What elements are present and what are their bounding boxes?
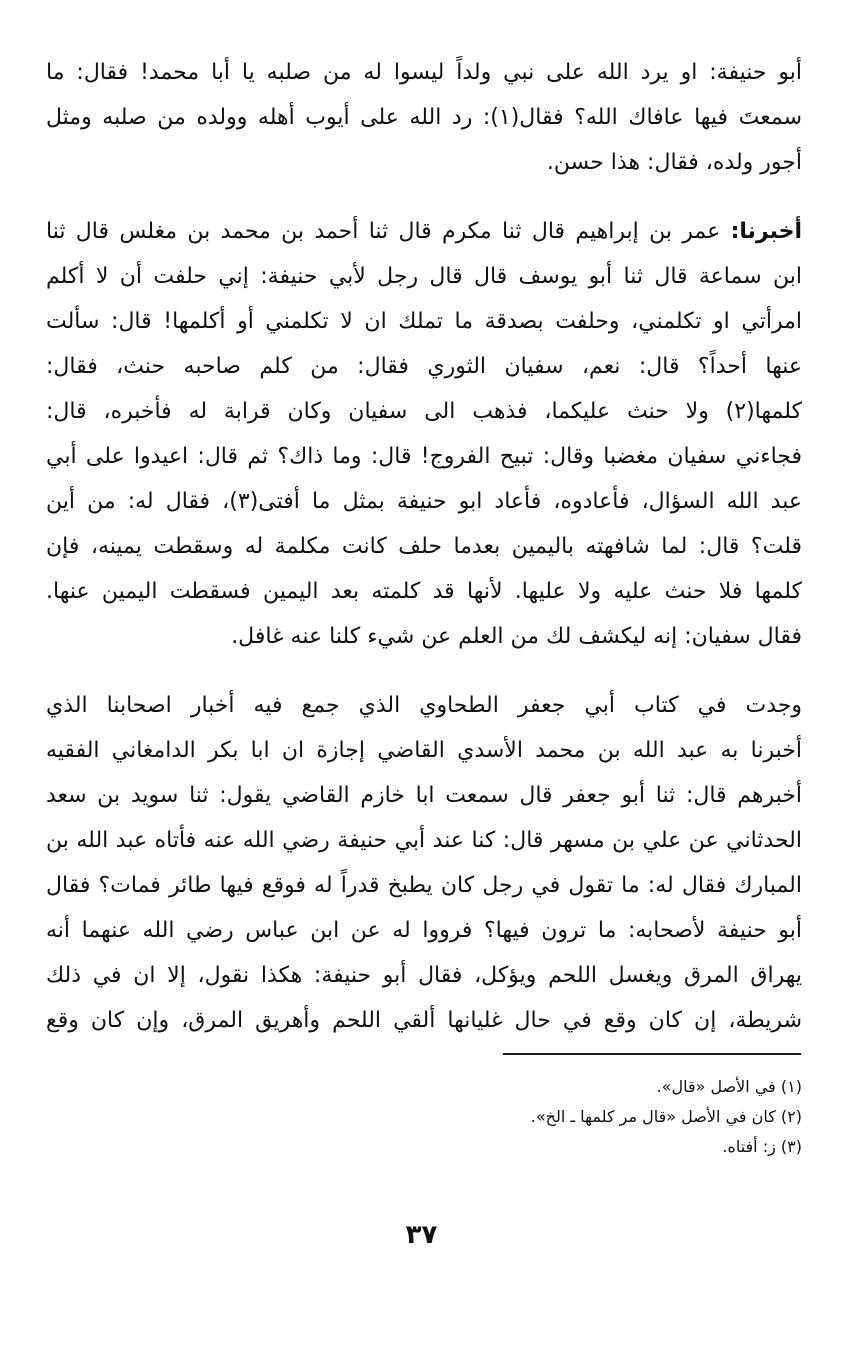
text-line: فقال سفيان: إنه ليكشف لك من العلم عن شيء كلنا عنه غافل. xyxy=(231,624,802,649)
text-line: وجدت في كتاب أبي جعفر الطحاوي الذي جمع فيه أخبار اصحابنا الذي xyxy=(46,693,802,718)
footnote-1: (١) في الأصل «قال». xyxy=(656,1077,802,1096)
text-line: شريطة، إن كان وقع في حال غليانها ألقي اللحم وأهريق المرق، وإن كان وقع xyxy=(46,1008,802,1033)
text-line: يهراق المرق ويغسل اللحم ويؤكل، فقال أبو حنيفة: هكذا نقول، إلا ان في ذلك xyxy=(46,963,802,988)
text-line: سمعتَ فيها عافاك الله؟ فقال(١): رد الله على أيوب أهله وولده من صلبه ومثل xyxy=(46,105,802,130)
paragraph-2 xyxy=(46,209,802,659)
page-number: ٣٧ xyxy=(405,1220,438,1250)
footnote-3: (٣) ز: أفتاه. xyxy=(722,1137,802,1156)
text-line: المبارك فقال له: ما تقول في رجل كان يطبخ قدراً له فوقع فيها طائر فمات؟ فقال xyxy=(46,873,802,898)
footnote-divider xyxy=(503,1053,801,1055)
text-line: كلمها(٢) ولا حنث عليكما، فذهب الى سفيان وكان قرابة له فأخبره، قال: xyxy=(46,399,802,424)
text-line: عبد الله السؤال، فأعادوه، فأعاد ابو حنيفة بمثل ما أفتى(٣)، فقال له: من أين xyxy=(46,489,802,514)
footnotes xyxy=(46,1072,802,1162)
text-line: قلت؟ قال: لما شافهته باليمين بعدما حلف كانت مكلمة له وسقطت يمينه، فإن xyxy=(46,534,802,559)
text-line: الحدثاني عن علي بن مسهر قال: كنا عند أبي حنيفة رضي الله عنه فأتاه عبد الله بن xyxy=(46,828,802,853)
text-line: كلمها فلا حنث عليه ولا عليها. لأنها قد كلمته بعد اليمين فسقطت اليمين عنها. xyxy=(46,579,802,604)
footnote-2: (٢) كان في الأصل «قال مر كلمها ـ الخ». xyxy=(530,1107,802,1126)
paragraph-gap xyxy=(46,659,802,683)
paragraph-lead-word: أخبرنا: xyxy=(730,219,802,244)
paragraph-1 xyxy=(46,50,802,185)
paragraph-gap xyxy=(46,185,802,209)
text-line xyxy=(46,209,802,254)
text-line: أبو حنيفة لأصحابه: ما ترون فيها؟ فرووا له عن ابن عباس رضي الله عنهما أنه xyxy=(46,918,802,943)
text-line: أبو حنيفة: او يرد الله على نبي ولداً ليسوا له من صلبه يا أبا محمد! فقال: ما xyxy=(46,60,802,85)
text-line: فجاءني سفيان مغضبا وقال: تبيح الفروج! قال: وما ذاك؟ ثم قال: اعيدوا على أبي xyxy=(46,444,802,469)
text-line: أخبرنا به عبد الله بن محمد الأسدي القاضي إجازة ان ابا بكر الدامغاني الفقيه xyxy=(46,738,802,763)
text-line: أخبرهم قال: ثنا أبو جعفر قال سمعت ابا خازم القاضي يقول: ثنا سويد بن سعد xyxy=(46,783,802,808)
text-line: عنها أحداً؟ قال: نعم، سفيان الثوري فقال: من كلم صاحبه حنث، فقال: xyxy=(46,354,802,379)
text-line: ابن سماعة قال ثنا أبو يوسف قال قال رجل لأبي حنيفة: إني حلفت أن لا أكلم xyxy=(46,264,802,289)
text-line: امرأتي او تكلمني، وحلفت بصدقة ما تملك ان لا تكلمني أو أكلمها! قال: سألت xyxy=(46,309,802,334)
text-line-content: عمر بن إبراهيم قال ثنا مكرم قال ثنا أحمد بن محمد بن مغلس قال ثنا xyxy=(46,219,721,244)
main-text xyxy=(46,50,802,1043)
text-line: أجور ولده، فقال: هذا حسن. xyxy=(546,150,802,175)
paragraph-3 xyxy=(46,683,802,1043)
